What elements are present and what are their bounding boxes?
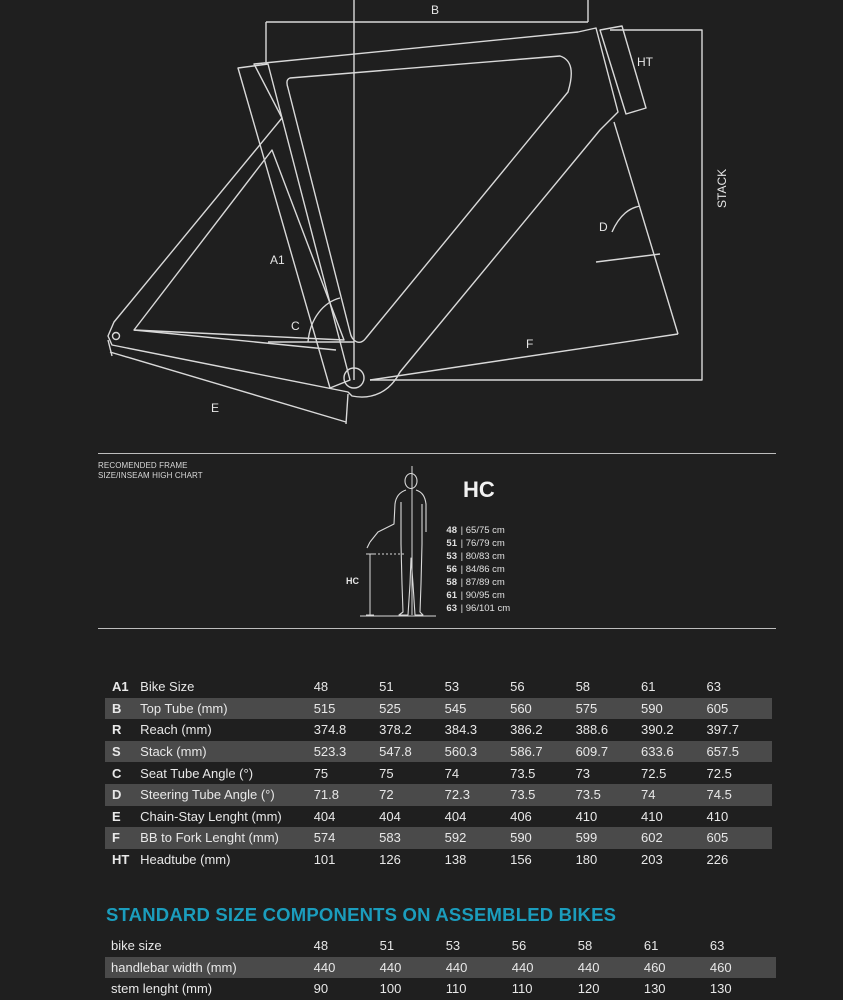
bb-to-fork-line <box>370 334 678 380</box>
label-f: F <box>526 337 534 351</box>
table-cell: 110 <box>445 981 467 997</box>
table-cell: 440 <box>512 957 578 979</box>
table-row <box>105 827 772 849</box>
table-cell: 378.2 <box>379 722 412 738</box>
table-row <box>105 935 776 957</box>
hc-title: HC <box>463 477 495 502</box>
inseam-range: | 96/101 cm <box>460 603 511 614</box>
table-cell: 63 <box>709 938 725 954</box>
table-cell: 390.2 <box>641 722 674 738</box>
table-cell: 130 <box>643 981 666 997</box>
table-cell: 525 <box>379 698 444 720</box>
table-cell: 51 <box>379 938 395 954</box>
table-cell: 460 <box>644 957 710 979</box>
table-cell: 460 <box>710 957 776 979</box>
row-label: handlebar width (mm) <box>105 957 314 979</box>
row-label: Reach (mm) <box>140 722 212 738</box>
row-code: A1 <box>112 679 129 695</box>
table-cell: 374.8 <box>313 722 347 738</box>
fork-line <box>614 122 678 334</box>
inseam-size: 58 <box>446 577 457 588</box>
table-cell: 560 <box>510 698 575 720</box>
row-label: Steering Tube Angle (°) <box>140 784 314 806</box>
table-cell: 73 <box>575 765 591 781</box>
table-cell: 180 <box>575 852 598 868</box>
chainstay-inner <box>134 330 336 350</box>
table-cell: 73.5 <box>576 784 641 806</box>
table-cell: 72.5 <box>641 765 667 781</box>
inseam-range: | 76/79 cm <box>460 538 505 549</box>
divider-top <box>98 453 776 454</box>
table-row <box>105 849 772 871</box>
inseam-size: 48 <box>446 525 457 536</box>
hc-axis-label: HC <box>346 576 359 586</box>
table-cell: 575 <box>576 698 641 720</box>
table-row <box>105 957 776 979</box>
table-cell: 72.5 <box>706 765 732 781</box>
inseam-size: 51 <box>446 538 457 549</box>
table-cell: 63 <box>706 679 721 695</box>
inseam-size: 61 <box>446 590 457 601</box>
inseam-size-list <box>432 524 552 615</box>
table-cell: 75 <box>313 765 329 781</box>
table-cell: 61 <box>643 938 659 954</box>
label-stack: STACK <box>715 168 729 208</box>
rear-triangle-inner <box>134 150 344 340</box>
row-code: E <box>112 808 121 824</box>
table-cell: 120 <box>577 981 600 997</box>
table-cell: 58 <box>577 938 593 954</box>
table-cell: 404 <box>379 808 401 824</box>
inseam-row <box>432 550 552 563</box>
inseam-range: | 90/95 cm <box>460 590 505 601</box>
table-cell: 138 <box>444 852 467 868</box>
table-cell: 130 <box>709 981 732 997</box>
table-cell: 547.8 <box>379 741 444 763</box>
table-cell: 384.3 <box>444 722 478 738</box>
table-cell: 633.6 <box>641 741 706 763</box>
label-ht: HT <box>637 55 653 69</box>
table-cell: 592 <box>445 827 510 849</box>
table-cell: 605 <box>707 698 773 720</box>
row-label: Seat Tube Angle (°) <box>140 765 254 781</box>
rear-dropout <box>113 333 120 340</box>
row-code: R <box>112 722 122 738</box>
label-b: B <box>431 3 440 17</box>
table-cell: 590 <box>641 698 706 720</box>
inseam-row <box>432 602 552 615</box>
table-cell: 110 <box>511 981 533 997</box>
divider-middle <box>98 628 776 629</box>
row-label: BB to Fork Lenght (mm) <box>140 827 314 849</box>
rider-silhouette-icon <box>340 462 440 622</box>
table-cell: 74.5 <box>707 784 773 806</box>
table-cell: 101 <box>313 852 336 868</box>
row-label: bike size <box>111 938 162 954</box>
label-c: C <box>291 319 300 333</box>
table-cell: 560.3 <box>445 741 510 763</box>
inseam-range: | 84/86 cm <box>460 564 505 575</box>
row-code: F <box>105 827 140 849</box>
inseam-row <box>432 524 552 537</box>
table-cell: 73.5 <box>510 784 575 806</box>
row-code: HT <box>112 852 130 868</box>
note-line-2: SIZE/INSEAM HIGH CHART <box>98 471 203 480</box>
table-cell: 590 <box>510 827 575 849</box>
table-cell: 58 <box>575 679 591 695</box>
table-cell: 523.3 <box>314 741 379 763</box>
row-label: Top Tube (mm) <box>140 698 314 720</box>
row-code: D <box>105 784 140 806</box>
table-cell: 440 <box>578 957 644 979</box>
table-cell: 75 <box>379 765 394 781</box>
table-cell: 126 <box>379 852 401 868</box>
table-cell: 605 <box>707 827 773 849</box>
inseam-size: 53 <box>446 551 457 562</box>
inseam-row <box>432 576 552 589</box>
table-cell: 56 <box>510 679 525 695</box>
table-row <box>105 978 776 1000</box>
steering-angle-arc <box>596 206 660 262</box>
table-cell: 410 <box>575 808 598 824</box>
table-cell: 226 <box>706 852 729 868</box>
table-cell: 100 <box>379 981 402 997</box>
table-cell: 657.5 <box>707 741 773 763</box>
top-tube-dimension <box>266 0 588 62</box>
row-code: C <box>112 765 122 781</box>
table-cell: 440 <box>380 957 446 979</box>
recommended-size-note <box>98 461 203 481</box>
table-cell: 74 <box>641 784 706 806</box>
row-code: S <box>105 741 140 763</box>
table-cell: 404 <box>313 808 336 824</box>
table-cell: 602 <box>641 827 706 849</box>
row-label: stem lenght (mm) <box>111 981 213 997</box>
table-row <box>105 719 772 741</box>
inseam-row <box>432 537 552 550</box>
table-cell: 61 <box>641 679 656 695</box>
table-cell: 48 <box>313 938 329 954</box>
components-section-title: STANDARD SIZE COMPONENTS ON ASSEMBLED BIKES <box>106 904 617 925</box>
table-row <box>105 676 772 698</box>
table-cell: 586.7 <box>510 741 575 763</box>
table-cell: 599 <box>576 827 641 849</box>
table-cell: 53 <box>445 938 461 954</box>
table-cell: 406 <box>510 808 532 824</box>
label-a1: A1 <box>270 253 285 267</box>
geometry-table <box>105 676 772 870</box>
inseam-row <box>432 589 552 602</box>
table-cell: 73.5 <box>510 765 536 781</box>
label-d: D <box>599 220 608 234</box>
table-cell: 609.7 <box>576 741 641 763</box>
table-cell: 574 <box>314 827 379 849</box>
table-cell: 410 <box>641 808 663 824</box>
row-label: Stack (mm) <box>140 741 314 763</box>
inseam-size: 56 <box>446 564 457 575</box>
table-cell: 90 <box>313 981 329 997</box>
table-cell: 404 <box>444 808 467 824</box>
table-cell: 74 <box>444 765 460 781</box>
table-row <box>105 762 772 784</box>
inseam-range: | 87/89 cm <box>460 577 505 588</box>
row-label: Chain-Stay Lenght (mm) <box>140 808 282 824</box>
chainstay-dimension <box>108 340 348 424</box>
table-cell: 388.6 <box>575 722 609 738</box>
table-cell: 515 <box>314 698 379 720</box>
table-cell: 56 <box>511 938 527 954</box>
table-row <box>105 698 772 720</box>
table-row <box>105 741 772 763</box>
table-cell: 203 <box>641 852 663 868</box>
inseam-size: 63 <box>446 603 457 614</box>
table-cell: 440 <box>314 957 380 979</box>
table-cell: 72 <box>379 784 444 806</box>
row-code: B <box>105 698 140 720</box>
table-cell: 386.2 <box>510 722 543 738</box>
row-label: Headtube (mm) <box>140 852 231 868</box>
table-cell: 410 <box>706 808 729 824</box>
note-line-1: RECOMENDED FRAME <box>98 461 188 470</box>
table-cell: 51 <box>379 679 394 695</box>
table-row <box>105 806 772 828</box>
inseam-row <box>432 563 552 576</box>
inseam-range: | 80/83 cm <box>460 551 505 562</box>
table-cell: 440 <box>446 957 512 979</box>
table-cell: 53 <box>444 679 460 695</box>
row-label: Bike Size <box>140 679 195 695</box>
table-cell: 397.7 <box>706 722 740 738</box>
table-cell: 72.3 <box>445 784 510 806</box>
stack-dimension <box>370 30 702 380</box>
table-cell: 71.8 <box>314 784 379 806</box>
table-row <box>105 784 772 806</box>
label-e: E <box>211 401 220 415</box>
frame-geometry-diagram <box>0 0 843 450</box>
table-cell: 48 <box>313 679 329 695</box>
table-cell: 583 <box>379 827 444 849</box>
components-table <box>105 935 776 1000</box>
table-cell: 156 <box>510 852 532 868</box>
inseam-range: | 65/75 cm <box>460 525 505 536</box>
table-cell: 545 <box>445 698 510 720</box>
